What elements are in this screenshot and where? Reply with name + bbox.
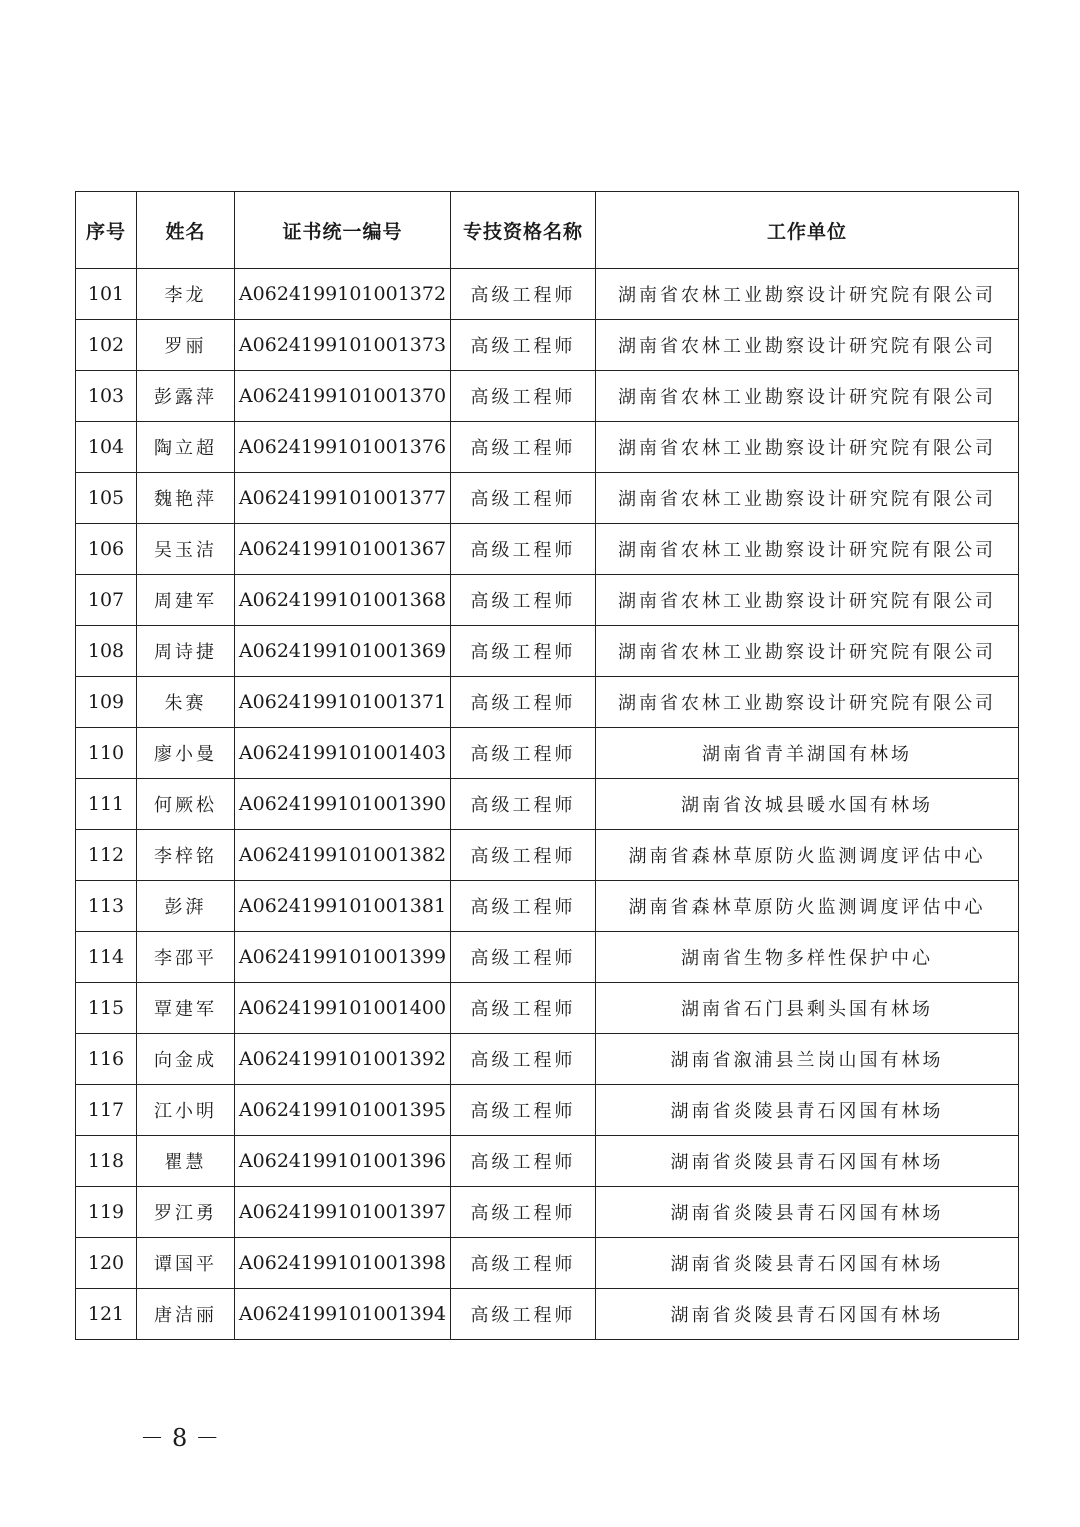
cell-name: 廖小曼	[137, 728, 235, 779]
cell-unit: 湖南省溆浦县兰岗山国有林场	[596, 1034, 1019, 1085]
cell-cert: A0624199101001392	[235, 1034, 451, 1085]
page-number: －8－	[140, 1424, 228, 1452]
cell-cert: A0624199101001400	[235, 983, 451, 1034]
cell-name: 罗江勇	[137, 1187, 235, 1238]
cell-unit: 湖南省炎陵县青石冈国有林场	[596, 1289, 1019, 1340]
cell-cert: A0624199101001382	[235, 830, 451, 881]
table-row	[76, 626, 1019, 677]
cell-cert: A0624199101001396	[235, 1136, 451, 1187]
table-row	[76, 881, 1019, 932]
cell-qual: 高级工程师	[451, 524, 596, 575]
cell-name: 罗丽	[137, 320, 235, 371]
cell-qual: 高级工程师	[451, 1289, 596, 1340]
cell-qual: 高级工程师	[451, 269, 596, 320]
cell-cert: A0624199101001399	[235, 932, 451, 983]
cell-unit: 湖南省汝城县暖水国有林场	[596, 779, 1019, 830]
cell-seq: 114	[76, 932, 137, 983]
cell-qual: 高级工程师	[451, 422, 596, 473]
table-row	[76, 1034, 1019, 1085]
cell-name: 瞿慧	[137, 1136, 235, 1187]
cell-cert: A0624199101001403	[235, 728, 451, 779]
cell-unit: 湖南省农林工业勘察设计研究院有限公司	[596, 371, 1019, 422]
cell-seq: 110	[76, 728, 137, 779]
table-row	[76, 371, 1019, 422]
cell-cert: A0624199101001367	[235, 524, 451, 575]
table-row	[76, 1085, 1019, 1136]
table-row	[76, 1238, 1019, 1289]
table-row	[76, 320, 1019, 371]
cell-unit: 湖南省森林草原防火监测调度评估中心	[596, 881, 1019, 932]
cell-cert: A0624199101001371	[235, 677, 451, 728]
cell-qual: 高级工程师	[451, 830, 596, 881]
cell-unit: 湖南省农林工业勘察设计研究院有限公司	[596, 269, 1019, 320]
cell-cert: A0624199101001372	[235, 269, 451, 320]
table-row	[76, 983, 1019, 1034]
cell-seq: 111	[76, 779, 137, 830]
table-row	[76, 422, 1019, 473]
cell-qual: 高级工程师	[451, 983, 596, 1034]
cell-qual: 高级工程师	[451, 1136, 596, 1187]
table-row	[76, 677, 1019, 728]
cell-qual: 高级工程师	[451, 1238, 596, 1289]
cell-cert: A0624199101001381	[235, 881, 451, 932]
cell-unit: 湖南省农林工业勘察设计研究院有限公司	[596, 524, 1019, 575]
cell-unit: 湖南省农林工业勘察设计研究院有限公司	[596, 320, 1019, 371]
cell-cert: A0624199101001394	[235, 1289, 451, 1340]
cell-name: 覃建军	[137, 983, 235, 1034]
cell-cert: A0624199101001397	[235, 1187, 451, 1238]
cell-qual: 高级工程师	[451, 1034, 596, 1085]
cell-cert: A0624199101001376	[235, 422, 451, 473]
cell-seq: 118	[76, 1136, 137, 1187]
cell-qual: 高级工程师	[451, 626, 596, 677]
cell-name: 周建军	[137, 575, 235, 626]
cell-cert: A0624199101001368	[235, 575, 451, 626]
cell-qual: 高级工程师	[451, 1085, 596, 1136]
cell-unit: 湖南省农林工业勘察设计研究院有限公司	[596, 473, 1019, 524]
table-row	[76, 1187, 1019, 1238]
cell-seq: 117	[76, 1085, 137, 1136]
cell-unit: 湖南省炎陵县青石冈国有林场	[596, 1136, 1019, 1187]
cell-name: 陶立超	[137, 422, 235, 473]
cell-seq: 101	[76, 269, 137, 320]
cell-seq: 119	[76, 1187, 137, 1238]
cell-seq: 103	[76, 371, 137, 422]
cell-unit: 湖南省炎陵县青石冈国有林场	[596, 1187, 1019, 1238]
cell-unit: 湖南省生物多样性保护中心	[596, 932, 1019, 983]
cell-name: 江小明	[137, 1085, 235, 1136]
cell-qual: 高级工程师	[451, 371, 596, 422]
table-body	[76, 269, 1019, 1340]
cell-seq: 115	[76, 983, 137, 1034]
cell-name: 谭国平	[137, 1238, 235, 1289]
table-row	[76, 932, 1019, 983]
table-row	[76, 269, 1019, 320]
cell-name: 吴玉洁	[137, 524, 235, 575]
cell-unit: 湖南省青羊湖国有林场	[596, 728, 1019, 779]
cell-cert: A0624199101001373	[235, 320, 451, 371]
cell-seq: 108	[76, 626, 137, 677]
cell-seq: 105	[76, 473, 137, 524]
cell-qual: 高级工程师	[451, 473, 596, 524]
header-qual: 专技资格名称	[451, 192, 596, 269]
cell-seq: 106	[76, 524, 137, 575]
table-row	[76, 1289, 1019, 1340]
cell-seq: 113	[76, 881, 137, 932]
cell-qual: 高级工程师	[451, 320, 596, 371]
cell-name: 唐洁丽	[137, 1289, 235, 1340]
cell-unit: 湖南省农林工业勘察设计研究院有限公司	[596, 422, 1019, 473]
cell-seq: 104	[76, 422, 137, 473]
table-row	[76, 830, 1019, 881]
personnel-table-container	[75, 191, 1018, 1340]
cell-qual: 高级工程师	[451, 779, 596, 830]
header-row	[76, 192, 1019, 269]
header-unit: 工作单位	[596, 192, 1019, 269]
cell-unit: 湖南省农林工业勘察设计研究院有限公司	[596, 626, 1019, 677]
cell-cert: A0624199101001390	[235, 779, 451, 830]
cell-name: 彭露萍	[137, 371, 235, 422]
table-row	[76, 1136, 1019, 1187]
cell-unit: 湖南省森林草原防火监测调度评估中心	[596, 830, 1019, 881]
table-row	[76, 473, 1019, 524]
cell-unit: 湖南省炎陵县青石冈国有林场	[596, 1085, 1019, 1136]
cell-name: 彭湃	[137, 881, 235, 932]
cell-qual: 高级工程师	[451, 728, 596, 779]
cell-unit: 湖南省农林工业勘察设计研究院有限公司	[596, 575, 1019, 626]
personnel-table	[75, 191, 1019, 1340]
cell-seq: 120	[76, 1238, 137, 1289]
header-name: 姓名	[137, 192, 235, 269]
table-row	[76, 575, 1019, 626]
cell-qual: 高级工程师	[451, 932, 596, 983]
cell-unit: 湖南省炎陵县青石冈国有林场	[596, 1238, 1019, 1289]
cell-seq: 107	[76, 575, 137, 626]
cell-name: 李邵平	[137, 932, 235, 983]
cell-unit: 湖南省石门县剩头国有林场	[596, 983, 1019, 1034]
cell-unit: 湖南省农林工业勘察设计研究院有限公司	[596, 677, 1019, 728]
table-row	[76, 728, 1019, 779]
cell-cert: A0624199101001370	[235, 371, 451, 422]
header-cert: 证书统一编号	[235, 192, 451, 269]
cell-qual: 高级工程师	[451, 677, 596, 728]
cell-qual: 高级工程师	[451, 575, 596, 626]
cell-seq: 102	[76, 320, 137, 371]
table-row	[76, 524, 1019, 575]
cell-cert: A0624199101001398	[235, 1238, 451, 1289]
table-row	[76, 779, 1019, 830]
cell-name: 周诗捷	[137, 626, 235, 677]
cell-name: 李梓铭	[137, 830, 235, 881]
cell-name: 向金成	[137, 1034, 235, 1085]
cell-name: 朱赛	[137, 677, 235, 728]
header-seq: 序号	[76, 192, 137, 269]
cell-qual: 高级工程师	[451, 1187, 596, 1238]
table-header	[76, 192, 1019, 269]
cell-seq: 109	[76, 677, 137, 728]
cell-cert: A0624199101001369	[235, 626, 451, 677]
cell-cert: A0624199101001395	[235, 1085, 451, 1136]
cell-qual: 高级工程师	[451, 881, 596, 932]
cell-name: 何厥松	[137, 779, 235, 830]
cell-seq: 112	[76, 830, 137, 881]
cell-name: 魏艳萍	[137, 473, 235, 524]
cell-seq: 116	[76, 1034, 137, 1085]
cell-cert: A0624199101001377	[235, 473, 451, 524]
cell-seq: 121	[76, 1289, 137, 1340]
cell-name: 李龙	[137, 269, 235, 320]
